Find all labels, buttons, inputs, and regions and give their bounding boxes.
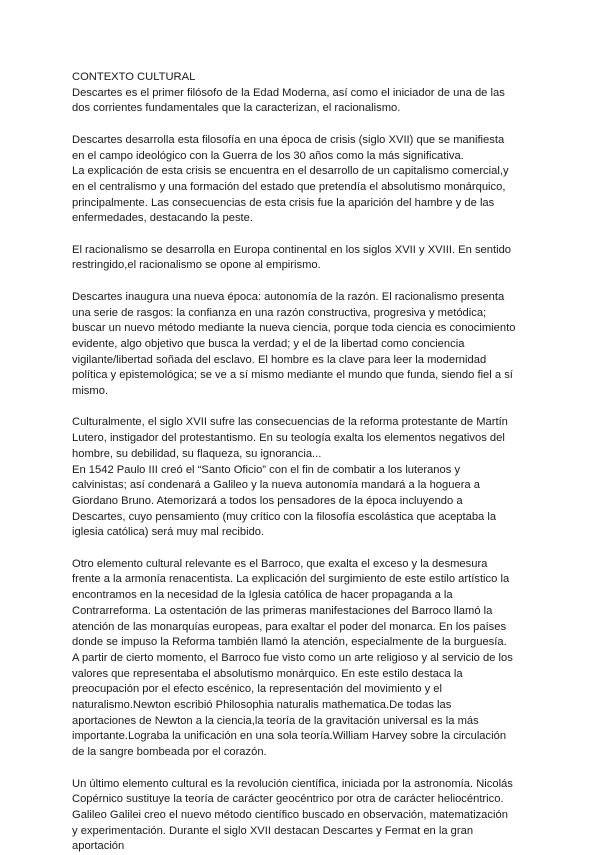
paragraph: Descartes desarrolla esta filosofía en una época de crisis (siglo XVII) que se manifiesta en el campo ideológico con la Guerra de los 30 años como la más significativa. [72,133,505,162]
paragraph: En 1542 Paulo III creó el “Santo Oficio” con el fin de combatir a los luteranos y calvinistas; así condenará a Galileo y la nueva autonomía mandará a la hoguera a Giordano Bruno. Atemorizará a todos los pensadores de la época incluyendo a Descartes, cuyo pensamiento (muy crítico con la filosofía escolástica que aceptaba la iglesia católica) será muy mal recibido. [72,463,497,539]
paragraph: El racionalismo se desarrolla en Europa continental en los siglos XVII y XVIII. En sentido restringido,el racionalismo se opone al empirismo. [72,243,512,272]
paragraph: Otro elemento cultural relevante es el Barroco, que exalta el exceso y la desmesura frente a la armonía renacentista. La explicación del surgimiento de este estilo artístico la encontramos en la necesidad de la Iglesia católica de hacer propaganda a la Contrarreforma. La ostentación de las primeras manifestaciones del Barroco llamó la atención de las monarquías europeas, para exaltar el poder del monarca. En los países donde se impuso la Reforma también llamó la atención, especialmente de la burguesía. [72,557,510,649]
paragraph: Galileo Galilei creo el nuevo método científico buscado en observación, matematización y experimentación. Durante el siglo XVII destacan Descartes y Fermat en la gran aportación [72,808,508,853]
paragraph: Descartes inaugura una nueva época: autonomía de la razón. El racionalismo presenta una serie de rasgos: la confianza en una razón constructiva, progresiva y metódica; buscar un nuevo método mediante la nueva ciencia, porque toda ciencia es conocimiento evidente, algo objetivo que busca la verdad; y el de la libertad como conciencia vigilante/libertad soñada del esclavo. El hombre es la clave para leer la modernidad política y epistemológica; se ve a sí mismo mediante el mundo que funda, siendo fiel a sí mismo. [72,290,516,398]
paragraph: Un último elemento cultural es la revolución científica, iniciada por la astronomía. Nicolás Copérnico sustituye la teoría de carácter geocéntrico por otra de carácter heliocéntrico. [72,777,513,806]
paragraph: Descartes es el primer filósofo de la Edad Moderna, así como el iniciador de una de las dos corrientes fundamentales que la caracterizan, el racionalismo. [72,86,505,115]
paragraph: La explicación de esta crisis se encuentra en el desarrollo de un capitalismo comercial,y en el centralismo y una formación del estado que pretendía el absolutismo monárquico, principalmente. Las consecuencias de esta crisis fue la aparición del hambre y de las enfermedades, destacando la peste. [72,165,509,225]
paragraph: Culturalmente, el siglo XVII sufre las consecuencias de la reforma protestante de Martín Lutero, instigador del protestantismo. En su teología exalta los elementos negativos del hombre, su debilidad, su flaqueza, su ignorancia... [72,416,508,460]
paragraph: A partir de cierto momento, el Barroco fue visto como un arte religioso y al servicio de los valores que representaba el absolutismo monárquico. En este estilo destaca la preocupación por el efecto escénico, la representación del movimiento y el naturalismo.Newton escribió Philosophia naturalis mathematica.De todas las aportaciones de Newton a la ciencia,la teoría de la gravitación universal es la más importante.Lograba la unificación en una sola teoría.William Harvey sobre la circulación de la sangre bombeada por el corazón. [72,651,513,759]
section-heading: CONTEXTO CULTURAL [72,71,196,83]
